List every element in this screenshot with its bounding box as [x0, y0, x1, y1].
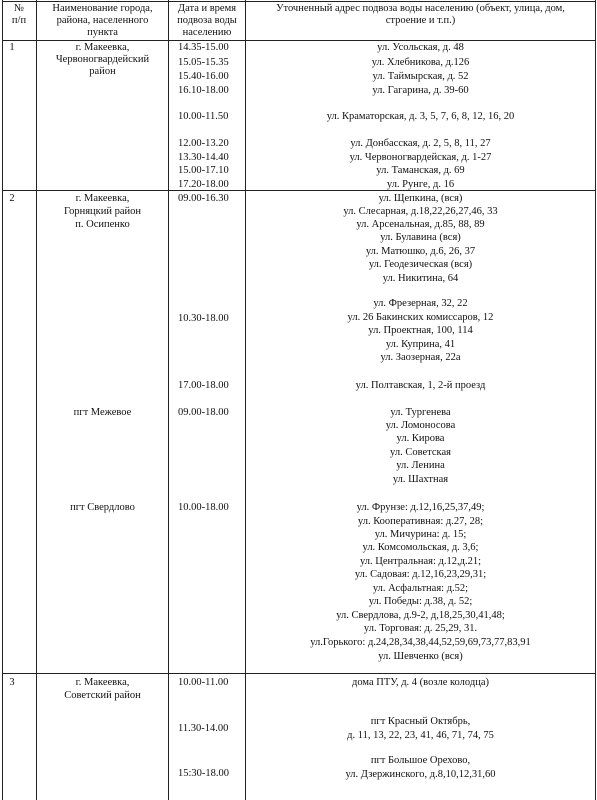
table-border-top	[2, 1, 596, 2]
delivery-address: ул. Садовая: д.12,16,23,29,31;	[354, 569, 487, 580]
place-name-line: пгт Свердлово	[70, 502, 135, 513]
delivery-address: ул. Тургенева	[390, 407, 451, 418]
header-time-line: подвоза воды	[177, 15, 237, 26]
row-divider	[2, 673, 596, 674]
row-number: 3	[9, 677, 15, 688]
delivery-address: ул. Фрезерная, 32, 22	[373, 298, 468, 309]
delivery-time: 10.00-18.00	[178, 502, 229, 513]
delivery-time: 12.00-13.20	[178, 138, 229, 149]
delivery-address: ул. Таймырская, д. 52	[372, 71, 469, 82]
delivery-address: пгт Красный Октябрь,	[370, 716, 471, 727]
column-divider	[168, 0, 169, 800]
delivery-address: ул. Куприна, 41	[385, 339, 456, 350]
delivery-address: ул. Усольская, д. 48	[377, 42, 464, 53]
delivery-address: ул. Шевченко (вся)	[378, 651, 463, 662]
header-place-line: района, населенного	[56, 15, 149, 26]
delivery-address: ул. Кооперативная: д.27, 28;	[357, 516, 484, 527]
delivery-address: ул. Комсомольская, д. 3,6;	[362, 542, 479, 553]
delivery-address: ул. Хлебникова, д.126	[371, 57, 470, 68]
delivery-address: ул. Фрунзе: д.12,16,25,37,49;	[356, 502, 485, 513]
delivery-address: ул. Щепкина, (вся)	[378, 193, 463, 204]
delivery-address: ул. Мичурина: д. 15;	[374, 529, 467, 540]
delivery-address: ул. Арсенальная, д.85, 88, 89	[356, 219, 485, 230]
delivery-address: ул. Шахтная	[392, 474, 449, 485]
delivery-address: ул. Слесарная, д.18,22,26,27,46, 33	[343, 206, 498, 217]
delivery-address: ул. Дзержинского, д.8,10,12,31,60	[345, 769, 496, 780]
table-border-right	[595, 0, 596, 800]
delivery-address: ул. Торговая: д. 25,29, 31.	[363, 623, 478, 634]
place-name-line: Горняцкий район	[63, 206, 142, 217]
delivery-time: 14.35-15.00	[178, 42, 229, 53]
row-number: 2	[9, 193, 15, 204]
place-name-line: район	[89, 66, 116, 77]
delivery-address: ул. Донбасская, д. 2, 5, 8, 11, 27	[350, 138, 491, 149]
delivery-time: 16.10-18.00	[178, 85, 229, 96]
delivery-address: ул. Полтавская, 1, 2-й проезд	[355, 380, 486, 391]
place-name-line: пгт Межевое	[73, 407, 132, 418]
delivery-time: 11.30-14.00	[178, 723, 229, 734]
place-name-line: Червоногвардейский	[55, 54, 150, 65]
delivery-time: 09.00-18.00	[178, 407, 229, 418]
delivery-address: пгт Большое Орехово,	[370, 755, 471, 766]
delivery-time: 17.20-18.00	[178, 179, 229, 190]
delivery-address: ул. Никитина, 64	[382, 273, 459, 284]
place-name-line: Советский район	[64, 690, 141, 701]
delivery-address: ул. Центральная: д.12,д.21;	[359, 556, 482, 567]
delivery-address: ул. Асфальтная: д.52;	[372, 583, 469, 594]
delivery-address: дома ПТУ, д. 4 (возле колодца)	[352, 677, 489, 688]
delivery-address: ул. Кирова	[396, 433, 445, 444]
delivery-time: 15.00-17.10	[178, 165, 229, 176]
delivery-address: ул.Горького: д.24,28,34,38,44,52,59,69,73,77,83,91	[310, 637, 531, 648]
header-time-line: Дата и время	[177, 3, 237, 14]
delivery-address: ул. Советская	[390, 447, 451, 458]
place-name-line: г. Макеевка,	[75, 42, 130, 53]
delivery-address: ул. Рунге, д. 16	[386, 179, 455, 190]
delivery-time: 09.00-16.30	[178, 193, 229, 204]
delivery-address: ул. Матюшко, д.6, 26, 37	[365, 246, 476, 257]
place-name-line: п. Осипенко	[75, 219, 130, 230]
delivery-address: ул. Проектная, 100, 114	[368, 325, 473, 336]
header-address-line: строение и т.п.)	[385, 15, 456, 26]
delivery-time: 15.05-15.35	[178, 57, 229, 68]
delivery-time: 15:30-18.00	[178, 768, 230, 779]
delivery-time: 15.40-16.00	[178, 71, 229, 82]
header-number-line: №	[13, 3, 25, 14]
header-place-line: пункта	[87, 27, 118, 38]
delivery-address: ул. Заозерная, 22а	[380, 352, 461, 363]
delivery-address: ул. Булавина (вся)	[380, 232, 461, 243]
delivery-address: ул. Гагарина, д. 39-60	[372, 85, 469, 96]
delivery-address: ул. Геодезическая (вся)	[368, 259, 473, 270]
delivery-time: 17.00-18.00	[178, 380, 229, 391]
delivery-time: 10.00-11.00	[178, 677, 229, 688]
delivery-address: ул. Победы: д.38, д. 52;	[368, 596, 473, 607]
header-place-line: Наименование города,	[52, 3, 153, 14]
header-divider	[2, 40, 596, 41]
delivery-address: ул. 26 Бакинских комиссаров, 12	[347, 312, 494, 323]
header-time-line: населению	[182, 27, 232, 38]
delivery-address: ул. Краматорская, д. 3, 5, 7, 6, 8, 12, 16, 20	[326, 111, 515, 122]
place-name-line: г. Макеевка,	[75, 677, 130, 688]
delivery-time: 10.00-11.50	[178, 111, 229, 122]
header-address-line: Уточненный адрес подвоза воды населению (объект, улица, дом,	[276, 3, 565, 14]
delivery-address: ул. Ленина	[396, 460, 445, 471]
delivery-time: 13.30-14.40	[178, 152, 229, 163]
delivery-address: ул. Таманская, д. 69	[376, 165, 465, 176]
row-number: 1	[9, 42, 15, 53]
header-number-line: п/п	[11, 15, 27, 26]
delivery-address: ул. Свердлова, д.9-2, д,18,25,30,41,48;	[336, 610, 505, 621]
place-name-line: г. Макеевка,	[75, 193, 130, 204]
delivery-address: ул. Червоногвардейская, д. 1-27	[349, 152, 492, 163]
delivery-address: д. 11, 13, 22, 23, 41, 46, 71, 74, 75	[347, 730, 494, 741]
delivery-time: 10.30-18.00	[178, 313, 229, 324]
delivery-address: ул. Ломоносова	[385, 420, 456, 431]
